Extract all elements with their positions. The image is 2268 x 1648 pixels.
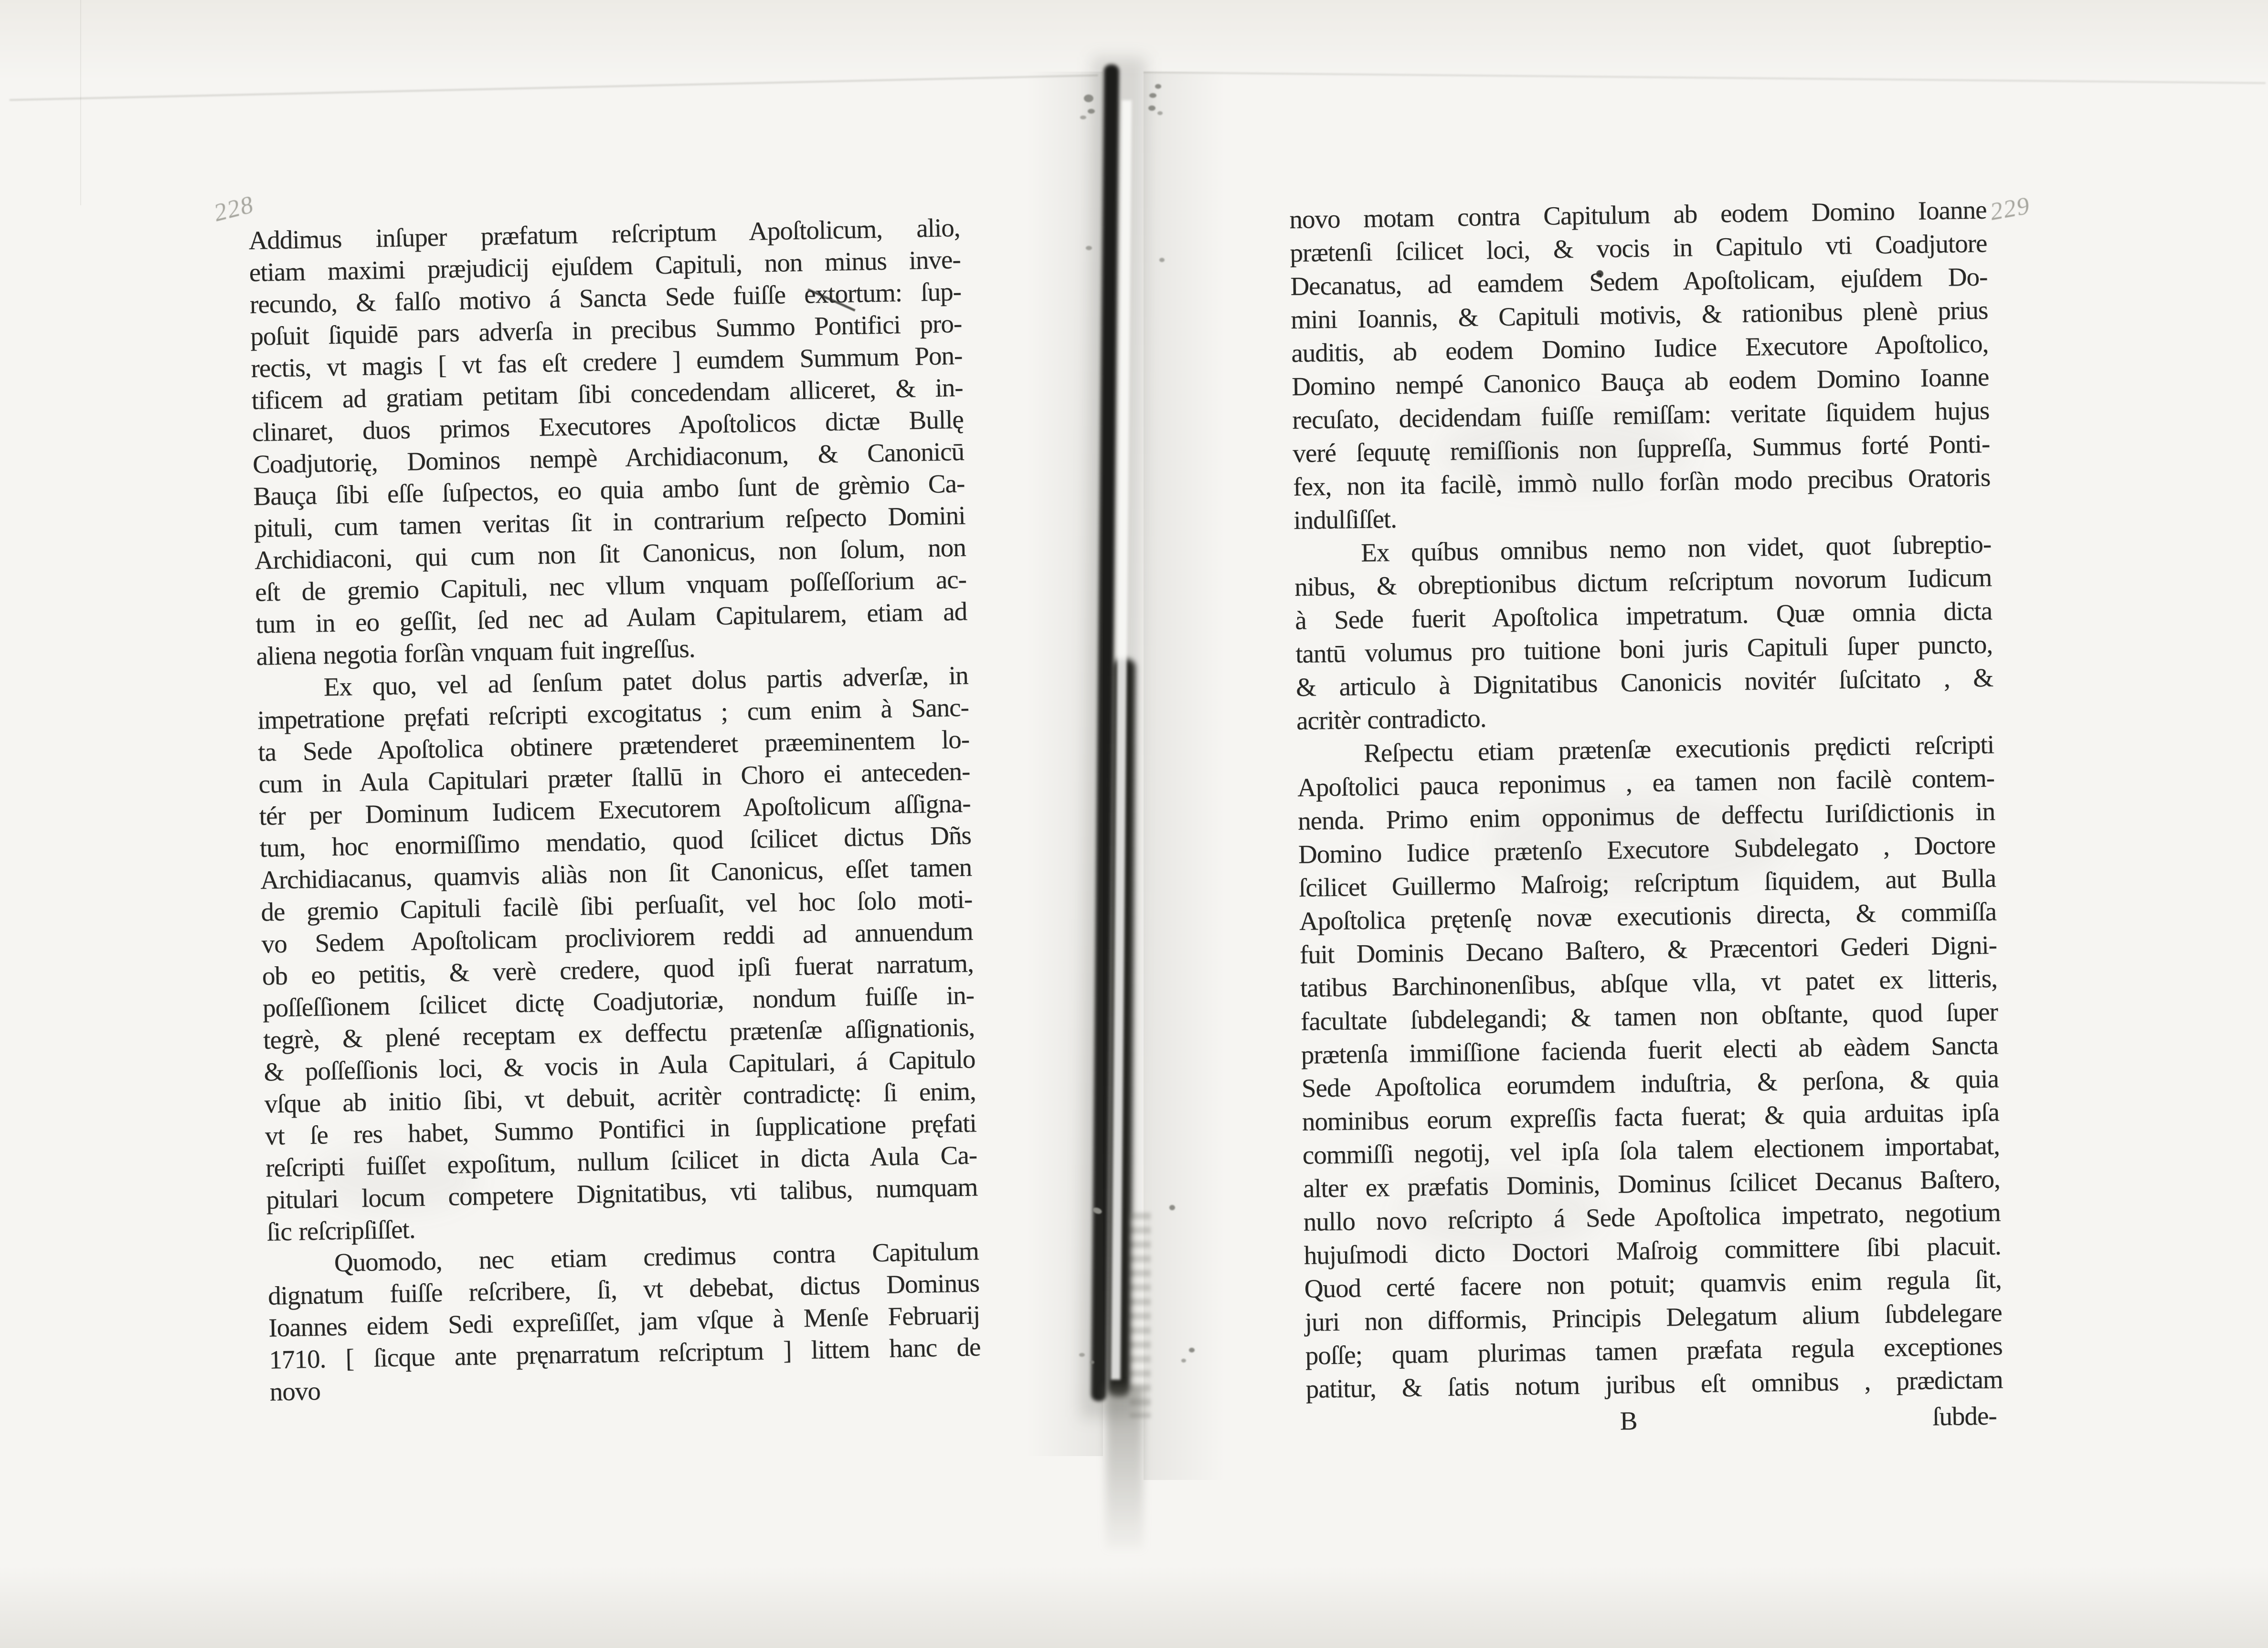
text-line: recundo, & falſo motivo á Sancta Sede fuiſſe extortum: ſup-: [249, 276, 962, 319]
ink-speck: [1181, 1359, 1186, 1363]
ink-speck: [1090, 1361, 1094, 1364]
text-line: acritèr contradicto.: [1296, 703, 1486, 735]
text-line: vt ſe res habet, Summo Pontifici in ſupplicatione pręfati: [265, 1108, 977, 1151]
ink-speck: [1148, 106, 1155, 111]
text-line: Archidiacanus, quamvis aliàs non ſit Canonicus, eſſet tamen: [260, 852, 972, 895]
left-folio-handwritten: 228: [211, 190, 257, 227]
text-line: hujuſmodi dicto Doctori Maſroig committere ſibi placuit.: [1304, 1231, 2002, 1270]
text-line: pituli, cum tamen veritas ſit in contrarium reſpecto Domini: [254, 500, 965, 543]
text-line: alter ex præfatis Dominis, Dominus ſcilicet Decanus Baſtero,: [1303, 1164, 2001, 1203]
text-line: Addimus inſuper præfatum reſcriptum Apoſtolicum, alio,: [248, 212, 960, 255]
text-line: tantū volumus pro tuitione boni juris Capituli ſuper puncto,: [1295, 629, 1993, 668]
text-line: nenda. Primo enim opponimus de deffectu Iuriſdictionis in: [1297, 796, 1995, 835]
text-line: vſque ab initio ſibi, vt debuit, acritèr contradictę: ſi enim,: [264, 1076, 976, 1119]
text-line: Ex quíbus omnibus nemo non videt, quot ſubreptio-: [1360, 529, 1992, 567]
text-line: Domino nempé Canonico Bauça ab eodem Domino Ioanne: [1291, 362, 1989, 401]
text-line: de gremio Capituli facilè ſibi perſuaſit, vel hoc ſolo moti-: [260, 884, 973, 927]
text-line: ta Sede Apoſtolica obtinere prætenderet præeminentem lo-: [257, 724, 970, 767]
text-line: nibus, & obreptionibus dictum reſcriptum novorum Iudicum: [1294, 562, 1992, 602]
right-folio-handwritten: 229: [1988, 192, 2033, 226]
text-line: Ioannes eidem Sedi expreſiſſet, jam vſque à Menſe Februarij: [268, 1300, 980, 1342]
text-line: ſcilicet Guillermo Maſroig; reſcriptum ſiquidem, aut Bulla: [1298, 863, 1996, 902]
text-line: commiſſi negotij, vel ipſa ſola talem electionem importabat,: [1302, 1130, 2000, 1170]
ink-speck: [1155, 84, 1161, 89]
text-line: tum in eo geſſit, ſed nec ad Aulam Capitularem, etiam ad: [255, 596, 967, 639]
ink-speck: [1079, 1353, 1085, 1357]
text-line: ſic reſcripſiſſet.: [266, 1214, 415, 1247]
right-page-curvature-shade: [1144, 72, 1225, 1480]
text-line: vo Sedem Apoſtolicam procliviorem reddi ad annuendum: [261, 916, 973, 959]
scan-bottom-band: [0, 1566, 2268, 1648]
catchword: novo: [269, 1376, 321, 1406]
text-line: tum, hoc enormiſſimo mendatio, quod ſcilicet dictus Dñs: [259, 820, 972, 863]
text-line: Sede Apoſtolica eorumdem induſtria, & perſona, & quia: [1301, 1064, 1999, 1103]
text-line: rectis, vt magis [ vt fas eſt credere ] eumdem Summum Pon-: [250, 340, 963, 383]
text-line: tatibus Barchinonenſibus, abſque vlla, vt patet ex litteris,: [1300, 963, 1998, 1003]
text-line: pitulari locum competere Dignitatibus, vti talibus, numquam: [265, 1172, 978, 1215]
text-line: à Sede fuerit Apoſtolica impetratum. Quæ omnia dicta: [1294, 596, 1992, 635]
text-line: Decanatus, ad eamdem Sedem Apoſtolicam, ejuſdem Do-: [1290, 262, 1988, 301]
text-line: poſſe; quam plurimas tamen præfata regula exceptiones: [1305, 1331, 2003, 1370]
text-line: Coadjutorię, Dominos nempè Archidiaconum, & Canonicū: [252, 436, 964, 479]
text-line: facultate ſubdelegandi; & tamen non obſtante, quod ſuper: [1300, 997, 1998, 1036]
left-page-curvature-shade: [1027, 72, 1103, 1456]
text-line: indulſiſſet.: [1293, 504, 1397, 535]
text-line: fuit Dominis Decano Baſtero, & Præcentori Gederi Digni-: [1299, 930, 1997, 969]
text-line: etiam maximi præjudicij ejuſdem Capituli, non minus inve-: [249, 244, 961, 287]
text-line: Domino Iudice prætenſo Executore Subdelegato , Doctore: [1298, 830, 1996, 869]
text-line: tér per Dominum Iudicem Executorem Apoſtolicum aſſigna-: [259, 788, 971, 831]
text-line: patitur, & ſatis notum juribus eſt omnibus , prædictam: [1305, 1364, 2003, 1404]
ink-speck: [1080, 116, 1086, 119]
text-line: recuſato, decidendam fuiſſe remiſſam: veritate ſiquidem hujus: [1292, 395, 1990, 434]
ink-speck: [1189, 1348, 1195, 1352]
text-line: prætenſi ſcilicet loci, & vocis in Capitulo vti Coadjutore: [1290, 228, 1987, 267]
text-line: aliena negotia forſàn vnquam fuit ingreſſus.: [256, 634, 696, 671]
text-line: clinaret, duos primos Executores Apoſtolicos dictæ Bullę: [252, 404, 964, 447]
ink-speck: [1159, 258, 1165, 262]
right-page: [1289, 193, 2003, 1439]
text-line: veré ſequutę remiſſionis non ſuppreſſa, Summus forté Ponti-: [1292, 429, 1990, 468]
text-line: 1710. [ ſicque ante pręnarratum reſcriptum ] littem hanc de: [269, 1332, 981, 1374]
ink-speck: [1149, 93, 1156, 98]
ink-speck: [1088, 109, 1095, 114]
ink-speck: [1157, 111, 1163, 115]
text-line: novo motam contra Capitulum ab eodem Domino Ioanne: [1289, 195, 1987, 234]
text-line: poſuit ſiquidē pars adverſa in precibus Summo Pontifici pro-: [250, 308, 962, 351]
text-line: Quod certé facere non potuit; quamvis enim regula ſit,: [1304, 1264, 2002, 1303]
text-line: ob eo petitis, & verè credere, quod ipſi fuerat narratum,: [262, 948, 974, 991]
scanner-streak: [80, 0, 81, 205]
text-line: reſcripti fuiſſet expoſitum, nullum ſcilicet in dicta Aula Ca-: [265, 1140, 977, 1183]
text-line: & poſſeſſionis loci, & vocis in Aula Capitulari, á Capitulo: [263, 1044, 975, 1087]
text-line: fex, non ita facilè, immò nullo forſàn modo precibus Oratoris: [1293, 462, 1991, 501]
text-line: prætenſa immiſſione facienda fuerit electi ab eàdem Sancta: [1301, 1030, 1999, 1069]
text-line: Bauça ſibi eſſe ſuſpectos, eo quia ambo ſunt de grèmio Ca-: [253, 468, 965, 511]
text-line: Apoſtolici pauca reponimus , ea tamen non facilè contem-: [1297, 763, 1995, 802]
text-line: nullo novo reſcripto á Sede Apoſtolica impetrato, negotium: [1303, 1197, 2001, 1236]
text-line: Ex quo, vel ad ſenſum patet dolus partis adverſæ, in: [323, 660, 969, 702]
text-line: tificem ad gratiam petitam ſibi concedendam alliceret, & in-: [251, 372, 964, 415]
text-line: Reſpectu etiam prætenſæ executionis prędicti reſcripti: [1363, 729, 1994, 768]
text-line: poſſeſſionem ſcilicet dictę Coadjutoriæ, nondum fuiſſe in-: [262, 980, 975, 1023]
text-line: & articulo à Dignitatibus Canonicis novitér ſuſcitato , &: [1295, 663, 1993, 702]
text-line: auditis, ab eodem Domino Iudice Executore Apoſtolico,: [1291, 328, 1989, 368]
text-line: dignatum fuiſſe reſcribere, ſi, vt debebat, dictus Dominus: [267, 1268, 980, 1310]
text-line: cum in Aula Capitulari præter ſtallū in Choro ei anteceden-: [258, 756, 970, 799]
text-line: nominibus eorum expreſſis facta fuerat; & quia arduitas ipſa: [1302, 1097, 2000, 1136]
text-line: eſt de gremio Capituli, nec vllum vnquam poſſeſſorium ac-: [254, 564, 967, 607]
text-line: Archidiaconi, qui cum non ſit Canonicus, non ſolum, non: [254, 532, 966, 575]
text-line: mini Ioannis, & Capituli motivis, & rationibus plenè prius: [1290, 295, 1988, 334]
catchword: ſubde-: [1932, 1401, 1997, 1431]
left-page: [248, 211, 981, 1408]
signature-mark: B: [1620, 1406, 1637, 1436]
text-line: Apoſtolica prętenſę novæ executionis directa, & commiſſa: [1299, 897, 1997, 936]
text-line: juri non difformis, Principis Delegatum alium ſubdelegare: [1304, 1298, 2003, 1337]
ink-speck: [1084, 95, 1093, 102]
ink-speck: [1169, 1205, 1175, 1210]
ink-speck: [1086, 246, 1092, 250]
text-line: tegrè, & plené receptam ex deffectu prætenſæ aſſignationis,: [263, 1012, 975, 1055]
text-line: Quomodo, nec etiam credimus contra Capitulum: [334, 1236, 979, 1278]
text-line: impetratione pręfati reſcripti excogitatus ; cum enim à Sanc-: [257, 692, 969, 735]
gutter-bottom-shadow: [1106, 1387, 1143, 1549]
